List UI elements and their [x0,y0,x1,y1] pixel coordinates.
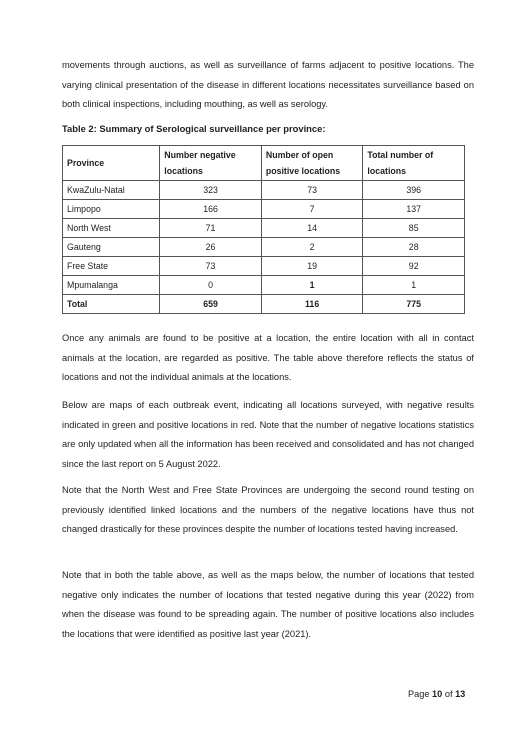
cell-province: Limpopo [63,200,160,219]
table-row [63,276,465,295]
table-total-row [63,295,465,314]
cell-negative: 73 [160,257,262,276]
table-caption: Table 2: Summary of Serological surveillance per province: [62,123,326,134]
paragraph-negative-count-note: Note that in both the table above, as well as the maps below, the number of locations that tested negative only indicates the number of locations that tested negative during this year (2022) from when the disease was found to be spreading again. The number of positive locations also includes the locations that were identified as positive last year (2021). [62,570,474,639]
header-open-positive-locations: Number of open positive locations [261,146,363,181]
cell-province: North West [63,219,160,238]
table-row [63,257,465,276]
cell-positive: 1 [261,276,363,295]
cell-total: 92 [363,257,465,276]
table-header-row [63,146,465,181]
cell-negative: 0 [160,276,262,295]
cell-province: Mpumalanga [63,276,160,295]
page-current: 10 [432,689,443,699]
cell-positive: 14 [261,219,363,238]
cell-total-locations: 775 [363,295,465,314]
cell-province: KwaZulu-Natal [63,181,160,200]
paragraph-positive-locations: Once any animals are found to be positive at a location, the entire location with all in contact animals at the location, are regarded as positive. The table above therefore reflects the status of locations and not the individual animals at the locations. [62,333,474,383]
table-row [63,200,465,219]
cell-negative: 166 [160,200,262,219]
cell-total: 396 [363,181,465,200]
header-total-locations: Total number of locations [363,146,465,181]
paragraph-surveillance-intro: movements through auctions, as well as surveillance of farms adjacent to positive locations. The varying clinical presentation of the disease in different locations necessitates surveillance based on both clinical inspections, including mouthing, as well as serology. [62,60,474,110]
table-row [63,238,465,257]
cell-total-negative: 659 [160,295,262,314]
page-total: 13 [455,689,466,699]
cell-positive: 73 [261,181,363,200]
cell-total-positive: 116 [261,295,363,314]
cell-total-label: Total [63,295,160,314]
cell-province: Free State [63,257,160,276]
header-negative-locations: Number negative locations [160,146,262,181]
cell-negative: 26 [160,238,262,257]
table-row [63,219,465,238]
cell-total: 28 [363,238,465,257]
cell-province: Gauteng [63,238,160,257]
paragraph-second-round-testing: Note that the North West and Free State Provinces are undergoing the second round testing on previously identified linked locations and the numbers of the negative locations have thus not changed drastically for these provinces despite the number of locations tested having increased. [62,485,474,535]
cell-negative: 71 [160,219,262,238]
cell-positive: 19 [261,257,363,276]
serological-surveillance-table [62,145,465,314]
cell-positive: 2 [261,238,363,257]
cell-total: 137 [363,200,465,219]
paragraph-maps-description: Below are maps of each outbreak event, indicating all locations surveyed, with negative results indicated in green and positive locations in red. Note that the number of negative locations statistics are only updated when all the information has been received and consolidated and has not changed since the last report on 5 August 2022. [62,400,474,469]
table-row [63,181,465,200]
cell-negative: 323 [160,181,262,200]
header-province: Province [63,146,160,181]
page-label: Page [408,689,430,699]
page-of: of [444,689,453,699]
cell-total: 85 [363,219,465,238]
cell-positive: 7 [261,200,363,219]
page-number [408,689,465,699]
cell-total: 1 [363,276,465,295]
